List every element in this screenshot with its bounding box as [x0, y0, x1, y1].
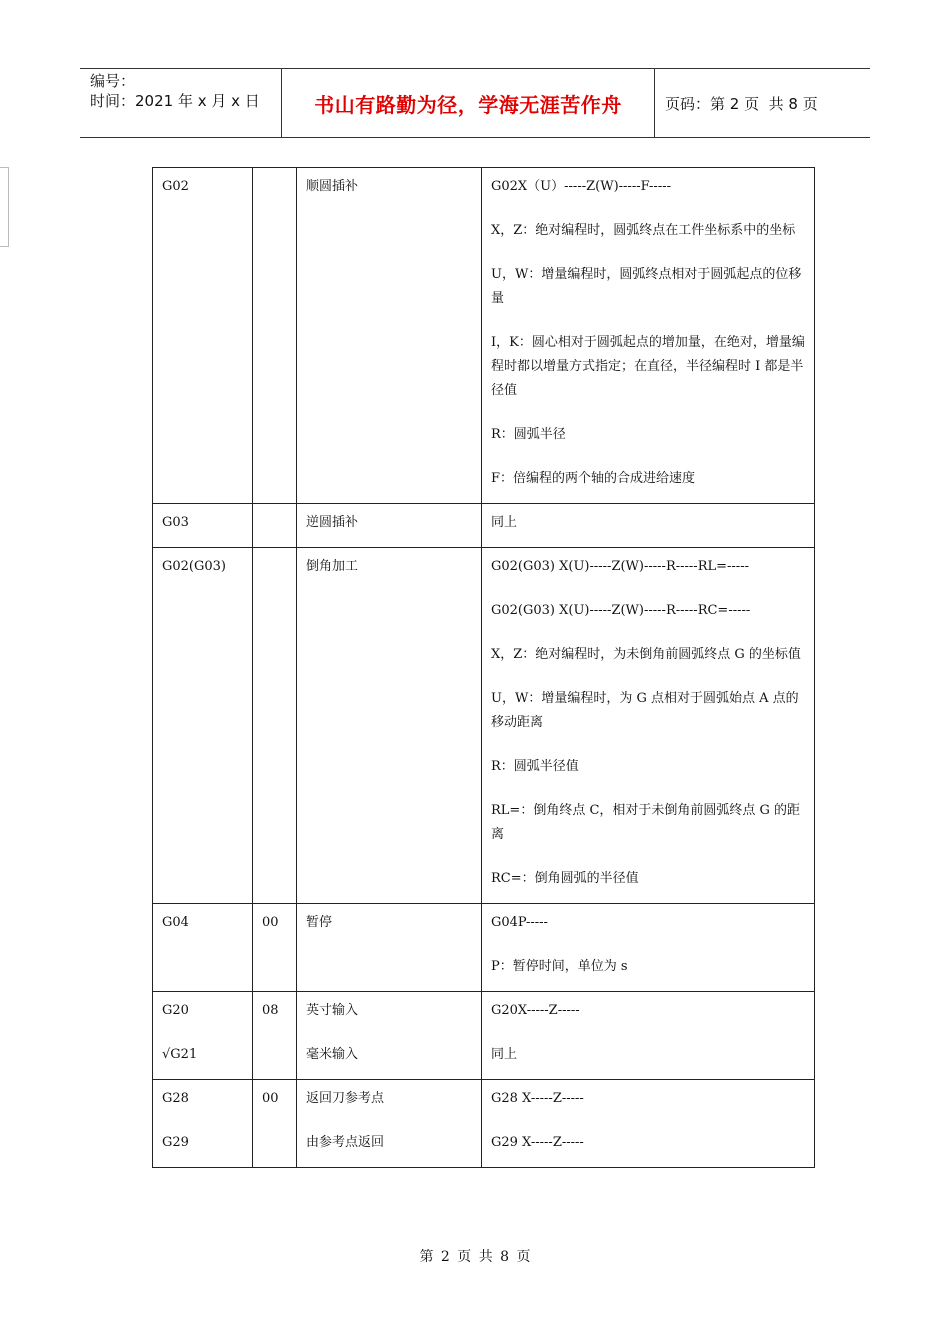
g-code-cell-line: G04 — [162, 915, 189, 930]
g-code-cell-line: G20 — [162, 1003, 189, 1018]
document-number-label: 编号： — [90, 72, 136, 90]
header-right — [655, 69, 870, 137]
function-cell-line: 顺圆插补 — [306, 179, 359, 194]
g-code-table — [152, 167, 815, 1168]
function-cell — [297, 904, 482, 992]
group-cell — [253, 504, 297, 548]
description-cell-line: G02(G03) X(U)-----Z(W)-----R-----RL=----- — [491, 559, 749, 574]
side-edge-mark — [0, 167, 9, 247]
function-cell — [297, 168, 482, 504]
function-cell — [297, 992, 482, 1080]
function-cell — [297, 548, 482, 904]
description-cell — [482, 168, 815, 504]
g-code-cell — [153, 1080, 253, 1168]
function-cell-line: 毫米输入 — [306, 1047, 359, 1062]
g-code-cell-line: G02 — [162, 179, 189, 194]
header-motto: 书山有路勤为径，学海无涯苦作舟 — [282, 69, 655, 137]
description-cell-line: I，K：圆心相对于圆弧起点的增加量，在绝对，增量编程时都以增量方式指定；在直径，半径编程时 I 都是半径值 — [491, 335, 805, 398]
description-cell-line: G20X-----Z----- — [491, 1003, 580, 1018]
g-code-cell-line: √G21 — [162, 1047, 198, 1062]
description-cell-line: U，W：增量编程时，圆弧终点相对于圆弧起点的位移量 — [491, 267, 802, 306]
description-cell — [482, 904, 815, 992]
description-cell-line: G02(G03) X(U)-----Z(W)-----R-----RC=----- — [491, 603, 751, 618]
description-cell-line: G28 X-----Z----- — [491, 1091, 584, 1106]
description-cell-line: X，Z：绝对编程时，圆弧终点在工件坐标系中的坐标 — [491, 223, 796, 238]
description-cell-line: RC=：倒角圆弧的半径值 — [491, 871, 639, 886]
function-cell — [297, 504, 482, 548]
table-row — [153, 168, 815, 504]
table-row — [153, 904, 815, 992]
description-cell-line: X，Z：绝对编程时，为未倒角前圆弧终点 G 的坐标值 — [491, 647, 801, 662]
table-row — [153, 504, 815, 548]
function-cell-line: 逆圆插补 — [306, 515, 359, 530]
g-code-cell-line: G29 — [162, 1135, 189, 1150]
description-cell-line: G02X（U）-----Z(W)-----F----- — [491, 179, 672, 194]
function-cell-line: 英寸输入 — [306, 1003, 359, 1018]
function-cell-line: 倒角加工 — [306, 559, 359, 574]
table-row — [153, 1080, 815, 1168]
function-cell-line: 由参考点返回 — [306, 1135, 385, 1150]
description-cell — [482, 992, 815, 1080]
description-cell-line: 同上 — [491, 515, 518, 530]
description-cell — [482, 504, 815, 548]
description-cell-line: RL=：倒角终点 C，相对于未倒角前圆弧终点 G 的距离 — [491, 803, 801, 842]
group-cell: 00 — [253, 904, 297, 992]
g-code-cell — [153, 992, 253, 1080]
g-code-cell-line: G02(G03) — [162, 559, 226, 574]
function-cell — [297, 1080, 482, 1168]
header-page-info: 页码：第 2 页 共 8 页 — [665, 94, 818, 113]
g-code-table-body — [153, 168, 815, 1168]
description-cell — [482, 1080, 815, 1168]
page-header — [80, 68, 870, 138]
description-cell-line: 同上 — [491, 1047, 518, 1062]
description-cell — [482, 548, 815, 904]
group-cell: 08 — [253, 992, 297, 1080]
group-cell — [253, 548, 297, 904]
description-cell-line: R：圆弧半径 — [491, 427, 566, 442]
g-code-cell-line: G28 — [162, 1091, 189, 1106]
description-cell-line: G04P----- — [491, 915, 548, 930]
g-code-cell-line: G03 — [162, 515, 189, 530]
table-row — [153, 548, 815, 904]
description-cell-line: P：暂停时间，单位为 s — [491, 959, 628, 974]
g-code-cell — [153, 504, 253, 548]
description-cell-line: F：倍编程的两个轴的合成进给速度 — [491, 471, 696, 486]
description-cell-line: R：圆弧半径值 — [491, 759, 579, 774]
function-cell-line: 返回刀参考点 — [306, 1091, 385, 1106]
function-cell-line: 暂停 — [306, 915, 333, 930]
g-code-cell — [153, 168, 253, 504]
group-cell: 00 — [253, 1080, 297, 1168]
table-row — [153, 992, 815, 1080]
g-code-cell — [153, 548, 253, 904]
description-cell-line: U，W：增量编程时，为 G 点相对于圆弧始点 A 点的移动距离 — [491, 691, 799, 730]
page-footer: 第 2 页 共 8 页 — [419, 1249, 531, 1265]
document-date: 时间：2021 年 x 月 x 日 — [90, 92, 260, 110]
group-cell — [253, 168, 297, 504]
g-code-cell — [153, 904, 253, 992]
header-left — [80, 69, 282, 137]
description-cell-line: G29 X-----Z----- — [491, 1135, 584, 1150]
